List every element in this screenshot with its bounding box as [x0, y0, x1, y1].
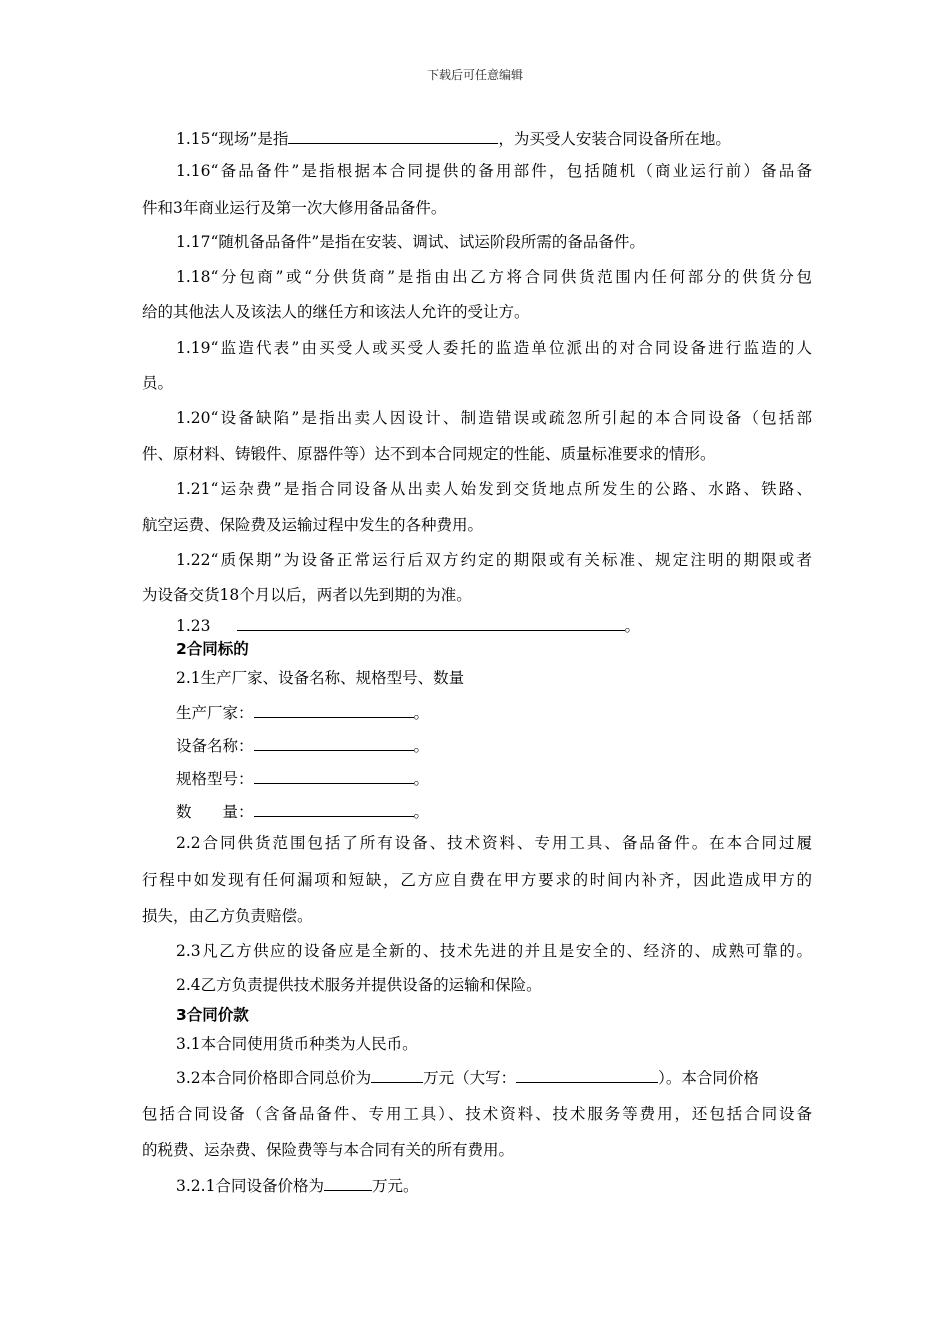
clause-3-2-1-label: 3.2.1合同设备价格为	[176, 1177, 324, 1195]
clause-3-2-tail: ）。本合同价格	[658, 1069, 759, 1087]
clause-3-2-label: 3.2本合同价格即合同总价为	[176, 1069, 372, 1087]
equipment-price-blank[interactable]	[324, 1174, 372, 1191]
clause-3-2-unit: 万元（大写：	[423, 1069, 517, 1087]
clause-2-2-line1: 2.2合同供货范围包括了所有设备、技术资料、专用工具、备品备件。在本合同过履	[176, 834, 812, 852]
clause-1-20-line1: 1.20“设备缺陷”是指出卖人因设计、制造错误或疏忽所引起的本合同设备（包括部	[176, 409, 812, 427]
field-quantity-period: 。	[413, 803, 430, 821]
maker-input[interactable]	[254, 701, 414, 718]
clause-2-2-line2: 行程中如发现有任何漏项和短缺，乙方应自费在甲方要求的时间内补齐，因此造成甲方的	[142, 871, 812, 889]
clause-1-15-tail: ，为买受人安装合同设备所在地。	[498, 130, 731, 148]
clause-1-16-line2: 件和3年商业运行及第一次大修用备品备件。	[142, 199, 447, 217]
clause-1-21-line1: 1.21“运杂费”是指合同设备从出卖人始发到交货地点所发生的公路、水路、铁路、	[176, 480, 812, 498]
clause-1-16-line1: 1.16“备品备件”是指根据本合同提供的备用部件，包括随机（商业运行前）备品备	[176, 162, 812, 180]
field-maker-label: 生产厂家：	[176, 704, 254, 722]
clause-3-2-line3: 的税费、运杂费、保险费等与本合同有关的所有费用。	[142, 1141, 515, 1159]
clause-2-3: 2.3凡乙方供应的设备应是全新的、技术先进的并且是安全的、经济的、成熟可靠的。	[176, 942, 812, 960]
clause-1-23	[176, 614, 812, 637]
clause-1-22-line1: 1.22“质保期”为设备正常运行后双方约定的期限或有关标准、规定注明的期限或者	[176, 551, 812, 569]
field-model	[176, 767, 812, 790]
field-equipment-name	[176, 734, 812, 757]
total-price-uppercase-blank[interactable]	[516, 1066, 658, 1083]
clause-3-2-line1	[176, 1066, 812, 1089]
clause-1-19-line1: 1.19“监造代表”由买受人或买受人委托的监造单位派出的对合同设备进行监造的人	[176, 339, 812, 357]
clause-2-2-line3: 损失，由乙方负责赔偿。	[142, 907, 313, 925]
section-3-heading: 3合同价款	[176, 1006, 249, 1024]
clause-1-20-line2: 件、原材料、铸锻件、原器件等）达不到本合同规定的性能、质量标准要求的情形。	[142, 445, 716, 463]
clause-1-23-blank[interactable]	[237, 614, 625, 631]
clause-1-15-label: 1.15“现场”是指	[176, 130, 289, 148]
clause-1-18-line1: 1.18“分包商”或“分供货商”是指由出乙方将合同供货范围内任何部分的供货分包	[176, 268, 812, 286]
clause-2-4: 2.4乙方负责提供技术服务并提供设备的运输和保险。	[176, 976, 542, 994]
clause-1-23-label: 1.23	[176, 617, 211, 635]
field-equipment-name-period: 。	[413, 737, 430, 755]
total-price-blank[interactable]	[371, 1066, 423, 1083]
clause-1-15	[176, 127, 812, 150]
field-model-label: 规格型号：	[176, 770, 254, 788]
site-blank[interactable]	[288, 127, 498, 144]
field-equipment-name-label: 设备名称：	[176, 737, 254, 755]
clause-3-2-line2: 包括合同设备（含备品备件、专用工具）、技术资料、技术服务等费用，还包括合同设备	[142, 1105, 812, 1123]
clause-1-23-period: 。	[624, 617, 641, 635]
field-quantity	[176, 800, 812, 823]
clause-1-22-line2: 为设备交货18个月以后，两者以先到期的为准。	[142, 586, 472, 604]
clause-1-18-line2: 给的其他法人及该法人的继任方和该法人允许的受让方。	[142, 303, 530, 321]
clause-1-21-line2: 航空运费、保险费及运输过程中发生的各种费用。	[142, 516, 484, 534]
model-input[interactable]	[254, 767, 414, 784]
field-maker-period: 。	[413, 704, 430, 722]
clause-2-1: 2.1生产厂家、设备名称、规格型号、数量	[176, 669, 465, 687]
clause-3-2-1-tail: 万元。	[371, 1177, 419, 1195]
clause-1-19-line2: 员。	[142, 374, 174, 392]
clause-1-17: 1.17“随机备品备件”是指在安装、调试、试运阶段所需的备品备件。	[176, 233, 645, 251]
page-header: 下载后可任意编辑	[426, 68, 523, 82]
quantity-input[interactable]	[254, 800, 414, 817]
field-model-period: 。	[413, 770, 430, 788]
clause-3-1: 3.1本合同使用货币种类为人民币。	[176, 1035, 418, 1053]
section-2-heading: 2合同标的	[176, 640, 249, 658]
equipment-name-input[interactable]	[254, 734, 414, 751]
field-quantity-label: 数 量：	[176, 803, 254, 821]
field-maker	[176, 701, 812, 724]
clause-3-2-1	[176, 1174, 812, 1197]
